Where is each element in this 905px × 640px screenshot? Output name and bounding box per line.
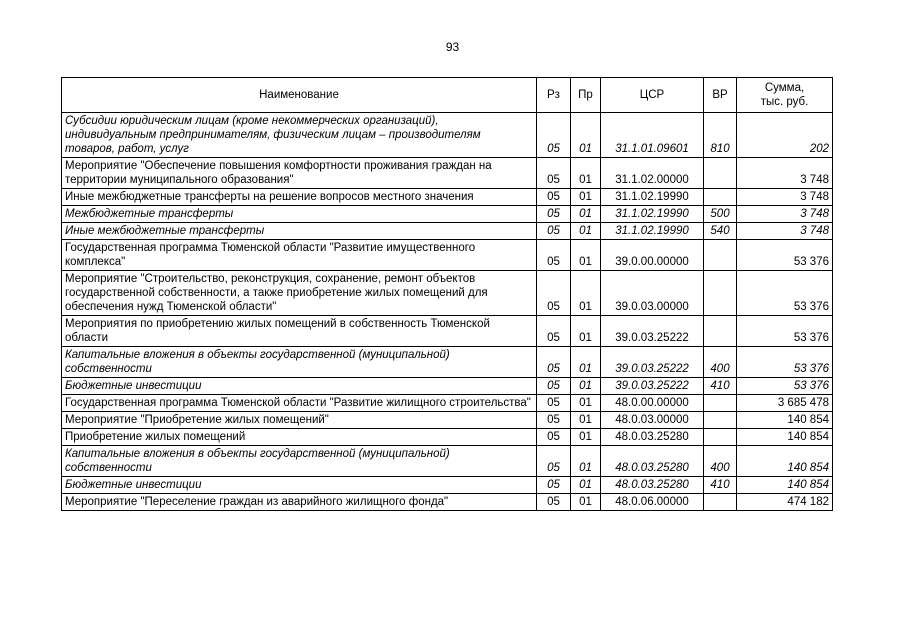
row-pr-cell: 01	[571, 271, 601, 316]
row-rz-cell: 05	[537, 316, 571, 347]
row-vr-cell	[704, 412, 737, 429]
row-name-cell: Иные межбюджетные трансферты на решение вопросов местного значения	[62, 189, 537, 206]
row-vr-cell: 810	[704, 113, 737, 158]
row-name-cell: Приобретение жилых помещений	[62, 429, 537, 446]
row-sum-cell: 474 182	[737, 494, 833, 511]
header-rz: Рз	[537, 78, 571, 113]
table-header-row	[62, 78, 833, 113]
row-vr-cell: 410	[704, 477, 737, 494]
row-pr-cell: 01	[571, 378, 601, 395]
row-rz-cell: 05	[537, 446, 571, 477]
row-name-cell: Мероприятие "Приобретение жилых помещений"	[62, 412, 537, 429]
row-vr-cell: 500	[704, 206, 737, 223]
row-rz-cell: 05	[537, 271, 571, 316]
row-pr-cell: 01	[571, 412, 601, 429]
row-pr-cell: 01	[571, 113, 601, 158]
table-row	[62, 240, 833, 271]
table-row	[62, 494, 833, 511]
header-pr: Пр	[571, 78, 601, 113]
row-rz-cell: 05	[537, 158, 571, 189]
row-name-cell: Межбюджетные трансферты	[62, 206, 537, 223]
row-csr-cell: 48.0.03.25280	[601, 429, 704, 446]
row-rz-cell: 05	[537, 189, 571, 206]
row-vr-cell: 540	[704, 223, 737, 240]
row-pr-cell: 01	[571, 189, 601, 206]
row-sum-cell: 3 748	[737, 206, 833, 223]
row-rz-cell: 05	[537, 477, 571, 494]
row-vr-cell	[704, 429, 737, 446]
row-csr-cell: 48.0.03.25280	[601, 477, 704, 494]
row-csr-cell: 48.0.00.00000	[601, 395, 704, 412]
row-rz-cell: 05	[537, 378, 571, 395]
row-rz-cell: 05	[537, 494, 571, 511]
row-pr-cell: 01	[571, 158, 601, 189]
row-name-cell: Мероприятия по приобретению жилых помещений в собственность Тюменской области	[62, 316, 537, 347]
row-name-cell: Мероприятие "Обеспечение повышения комфортности проживания граждан на территории муниципального образования"	[62, 158, 537, 189]
row-sum-cell: 53 376	[737, 316, 833, 347]
table-row	[62, 446, 833, 477]
row-name-cell: Бюджетные инвестиции	[62, 477, 537, 494]
row-csr-cell: 39.0.00.00000	[601, 240, 704, 271]
row-vr-cell	[704, 316, 737, 347]
table-body	[62, 113, 833, 511]
row-vr-cell	[704, 395, 737, 412]
row-rz-cell: 05	[537, 113, 571, 158]
row-rz-cell: 05	[537, 412, 571, 429]
row-csr-cell: 39.0.03.00000	[601, 271, 704, 316]
row-sum-cell: 3 748	[737, 189, 833, 206]
budget-table	[61, 77, 833, 511]
row-pr-cell: 01	[571, 347, 601, 378]
row-pr-cell: 01	[571, 316, 601, 347]
row-rz-cell: 05	[537, 395, 571, 412]
row-name-cell: Государственная программа Тюменской области "Развитие жилищного строительства"	[62, 395, 537, 412]
row-rz-cell: 05	[537, 223, 571, 240]
table-row	[62, 271, 833, 316]
row-pr-cell: 01	[571, 395, 601, 412]
row-pr-cell: 01	[571, 240, 601, 271]
row-sum-cell: 140 854	[737, 477, 833, 494]
header-name: Наименование	[62, 78, 537, 113]
row-vr-cell	[704, 271, 737, 316]
row-vr-cell	[704, 494, 737, 511]
row-name-cell: Мероприятие "Строительство, реконструкция, сохранение, ремонт объектов государственной собственности, а также приобретение жилых помещений для обеспечения нужд Тюменской области"	[62, 271, 537, 316]
page-number: 93	[445, 40, 460, 54]
row-csr-cell: 48.0.03.25280	[601, 446, 704, 477]
row-vr-cell: 400	[704, 446, 737, 477]
row-name-cell: Капитальные вложения в объекты государственной (муниципальной) собственности	[62, 347, 537, 378]
row-pr-cell: 01	[571, 446, 601, 477]
header-vr: ВР	[704, 78, 737, 113]
row-sum-cell: 202	[737, 113, 833, 158]
row-name-cell: Капитальные вложения в объекты государственной (муниципальной) собственности	[62, 446, 537, 477]
row-sum-cell: 53 376	[737, 378, 833, 395]
row-rz-cell: 05	[537, 347, 571, 378]
row-sum-cell: 3 748	[737, 158, 833, 189]
row-sum-cell: 53 376	[737, 271, 833, 316]
row-vr-cell: 410	[704, 378, 737, 395]
row-csr-cell: 31.1.02.19990	[601, 206, 704, 223]
row-sum-cell: 140 854	[737, 446, 833, 477]
table-row	[62, 223, 833, 240]
table-row	[62, 429, 833, 446]
row-name-cell: Иные межбюджетные трансферты	[62, 223, 537, 240]
table-row	[62, 477, 833, 494]
row-rz-cell: 05	[537, 429, 571, 446]
table-row	[62, 378, 833, 395]
row-pr-cell: 01	[571, 429, 601, 446]
row-vr-cell	[704, 189, 737, 206]
row-sum-cell: 53 376	[737, 347, 833, 378]
table-row	[62, 158, 833, 189]
table-row	[62, 395, 833, 412]
row-name-cell: Бюджетные инвестиции	[62, 378, 537, 395]
header-sum: Сумма, тыс. руб.	[737, 78, 833, 113]
row-vr-cell: 400	[704, 347, 737, 378]
row-csr-cell: 39.0.03.25222	[601, 378, 704, 395]
row-sum-cell: 140 854	[737, 429, 833, 446]
row-sum-cell: 53 376	[737, 240, 833, 271]
row-vr-cell	[704, 240, 737, 271]
row-sum-cell: 3 685 478	[737, 395, 833, 412]
row-vr-cell	[704, 158, 737, 189]
row-rz-cell: 05	[537, 206, 571, 223]
table-row	[62, 316, 833, 347]
row-csr-cell: 31.1.02.19990	[601, 189, 704, 206]
row-csr-cell: 39.0.03.25222	[601, 347, 704, 378]
row-pr-cell: 01	[571, 206, 601, 223]
row-csr-cell: 48.0.03.00000	[601, 412, 704, 429]
header-csr: ЦСР	[601, 78, 704, 113]
row-csr-cell: 39.0.03.25222	[601, 316, 704, 347]
table-row	[62, 347, 833, 378]
row-sum-cell: 140 854	[737, 412, 833, 429]
row-name-cell: Мероприятие "Переселение граждан из аварийного жилищного фонда"	[62, 494, 537, 511]
row-pr-cell: 01	[571, 494, 601, 511]
row-csr-cell: 31.1.02.00000	[601, 158, 704, 189]
row-pr-cell: 01	[571, 477, 601, 494]
row-csr-cell: 48.0.06.00000	[601, 494, 704, 511]
row-csr-cell: 31.1.01.09601	[601, 113, 704, 158]
row-csr-cell: 31.1.02.19990	[601, 223, 704, 240]
table-row	[62, 412, 833, 429]
row-name-cell: Субсидии юридическим лицам (кроме некоммерческих организаций), индивидуальным предпринимателям, физическим лицам – производителям товаров, работ, услуг	[62, 113, 537, 158]
row-sum-cell: 3 748	[737, 223, 833, 240]
table-row	[62, 113, 833, 158]
row-name-cell: Государственная программа Тюменской области "Развитие имущественного комплекса"	[62, 240, 537, 271]
row-rz-cell: 05	[537, 240, 571, 271]
table-row	[62, 206, 833, 223]
table-row	[62, 189, 833, 206]
row-pr-cell: 01	[571, 223, 601, 240]
